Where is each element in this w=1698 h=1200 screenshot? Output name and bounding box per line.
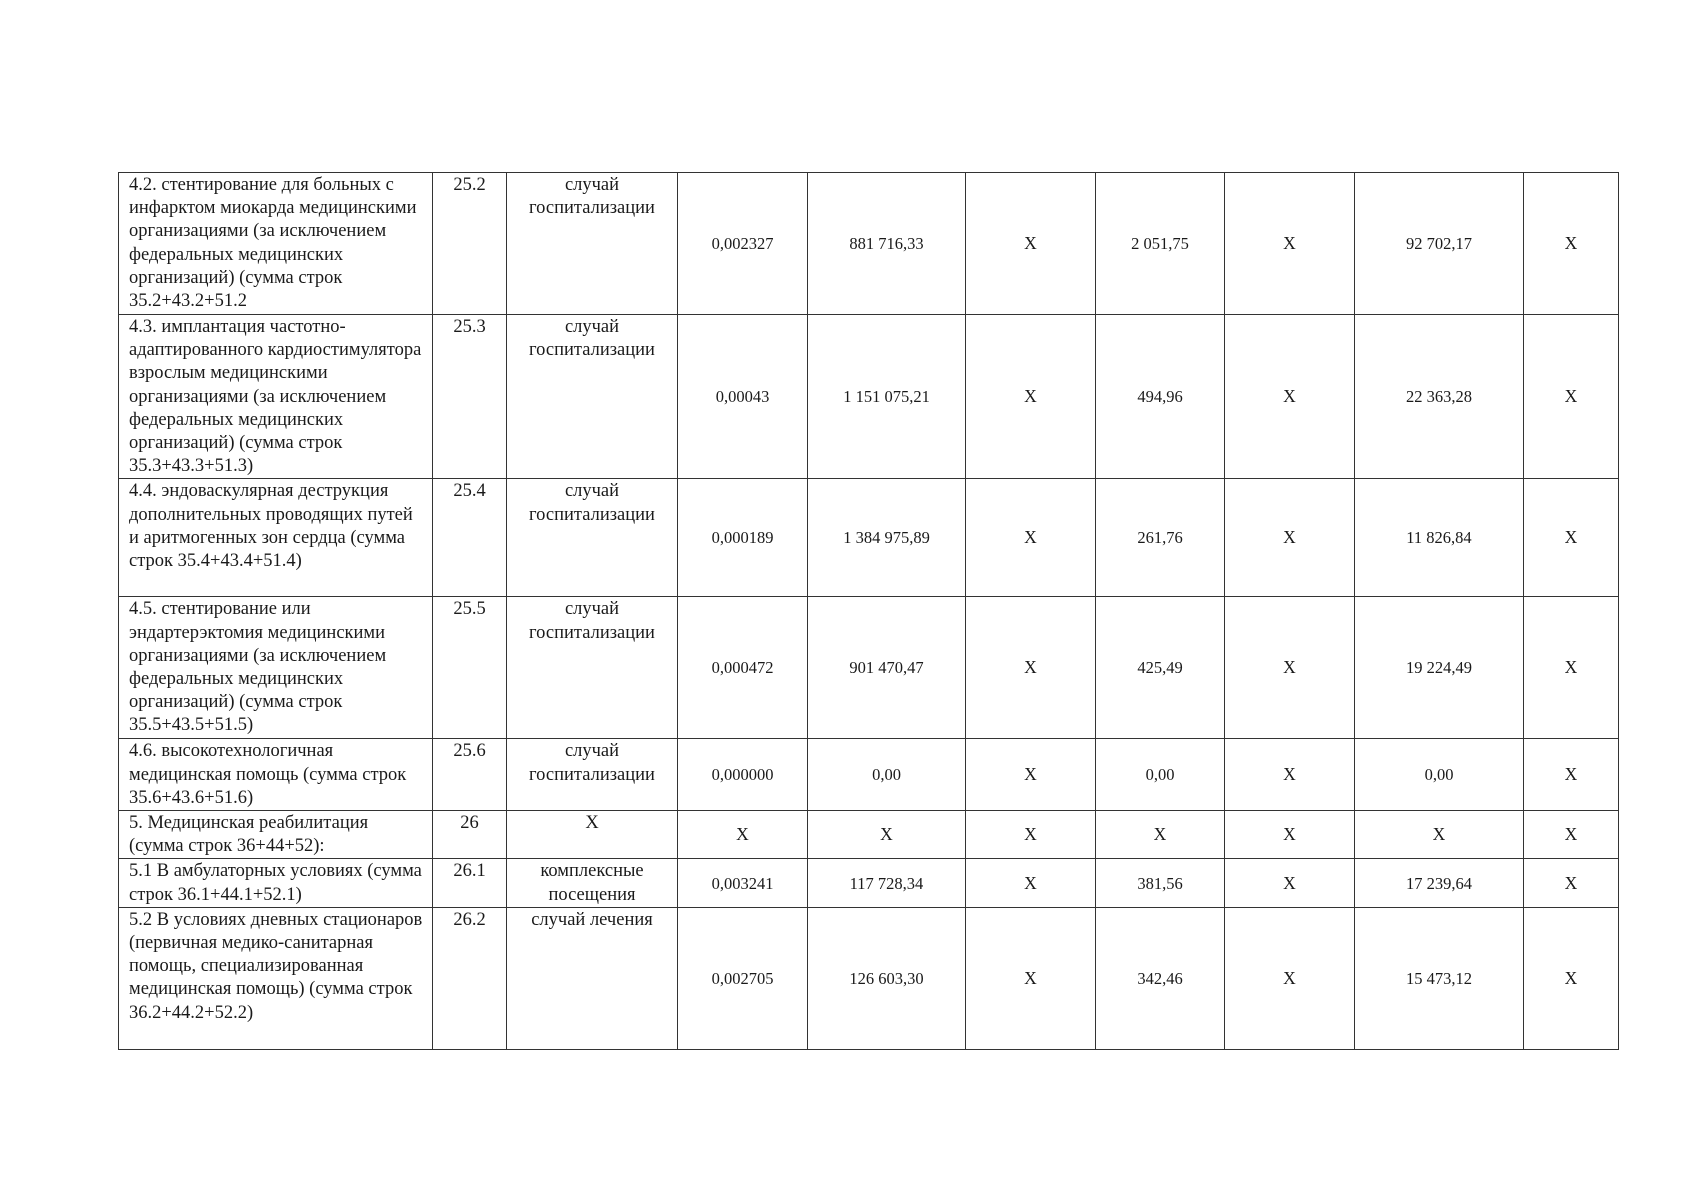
row-code-cell: 26	[433, 811, 507, 859]
cost-value-cell: 0,00	[808, 739, 966, 811]
value-cell: X	[1225, 173, 1355, 315]
value-cell: X	[966, 479, 1096, 597]
value-cell: X	[966, 315, 1096, 479]
row-name-cell: 5.2 В условиях дневных стационаров (первичная медико-санитарная помощь, специализированная медицинская помощь) (сумма строк 36.2+44.2+52.2)	[119, 907, 433, 1049]
norm-value-cell: 0,003241	[678, 859, 808, 907]
row-name-cell: 4.2. стентирование для больных с инфарктом миокарда медицинскими организациями (за исключением федеральных медицинских организаций) (сумма строк 35.2+43.2+51.2	[119, 173, 433, 315]
value-cell: X	[678, 811, 808, 859]
value-cell: X	[966, 859, 1096, 907]
cost-value-cell: 117 728,34	[808, 859, 966, 907]
row-code-cell: 25.5	[433, 597, 507, 739]
table-row	[119, 315, 1619, 479]
value-cell: X	[966, 173, 1096, 315]
value-cell: X	[1524, 173, 1619, 315]
value-cell: 92 702,17	[1355, 173, 1524, 315]
norm-value-cell: 0,000000	[678, 739, 808, 811]
cost-value-cell: 1 384 975,89	[808, 479, 966, 597]
value-cell: 342,46	[1096, 907, 1225, 1049]
norm-value-cell: 0,002327	[678, 173, 808, 315]
value-cell: 425,49	[1096, 597, 1225, 739]
value-cell: X	[966, 739, 1096, 811]
value-cell: 381,56	[1096, 859, 1225, 907]
row-name-cell: 5.1 В амбулаторных условиях (сумма строк 36.1+44.1+52.1)	[119, 859, 433, 907]
row-code-cell: 25.3	[433, 315, 507, 479]
row-name-cell: 4.5. стентирование или эндартерэктомия медицинскими организациями (за исключением федеральных медицинских организаций) (сумма строк 35.5+43.5+51.5)	[119, 597, 433, 739]
value-cell: X	[1225, 479, 1355, 597]
value-cell: X	[1225, 859, 1355, 907]
value-cell: 15 473,12	[1355, 907, 1524, 1049]
value-cell: X	[1524, 859, 1619, 907]
norm-value-cell: 0,00043	[678, 315, 808, 479]
value-cell: X	[1524, 739, 1619, 811]
value-cell: 494,96	[1096, 315, 1225, 479]
value-cell: X	[1225, 597, 1355, 739]
row-code-cell: 26.1	[433, 859, 507, 907]
row-code-cell: 25.6	[433, 739, 507, 811]
value-cell: X	[1524, 907, 1619, 1049]
value-cell: X	[1524, 315, 1619, 479]
value-cell: X	[966, 811, 1096, 859]
row-code-cell: 25.4	[433, 479, 507, 597]
row-unit-cell: случай госпитализации	[507, 315, 678, 479]
row-unit-cell: случай лечения	[507, 907, 678, 1049]
value-cell: X	[966, 597, 1096, 739]
row-name-cell: 4.6. высокотехнологичная медицинская помощь (сумма строк 35.6+43.6+51.6)	[119, 739, 433, 811]
table-row	[119, 739, 1619, 811]
table-row	[119, 859, 1619, 907]
table-row	[119, 811, 1619, 859]
value-cell: X	[1355, 811, 1524, 859]
norm-value-cell: 0,000472	[678, 597, 808, 739]
table-row	[119, 597, 1619, 739]
row-code-cell: 26.2	[433, 907, 507, 1049]
value-cell: X	[966, 907, 1096, 1049]
row-unit-cell: случай госпитализации	[507, 479, 678, 597]
table-row	[119, 907, 1619, 1049]
value-cell: X	[1524, 479, 1619, 597]
table-row	[119, 173, 1619, 315]
row-name-cell: 4.4. эндоваскулярная деструкция дополнительных проводящих путей и аритмогенных зон сердца (сумма строк 35.4+43.4+51.4)	[119, 479, 433, 597]
row-name-cell: 4.3. имплантация частотно-адаптированного кардиостимулятора взрослым медицинскими организациями (за исключением федеральных медицинских организаций) (сумма строк 35.3+43.3+51.3)	[119, 315, 433, 479]
value-cell: X	[1524, 811, 1619, 859]
value-cell: X	[1225, 811, 1355, 859]
value-cell: 11 826,84	[1355, 479, 1524, 597]
norm-value-cell: 0,000189	[678, 479, 808, 597]
value-cell: X	[1225, 907, 1355, 1049]
row-unit-cell: случай госпитализации	[507, 173, 678, 315]
value-cell: 2 051,75	[1096, 173, 1225, 315]
value-cell: 261,76	[1096, 479, 1225, 597]
row-name-cell: 5. Медицинская реабилитация (сумма строк 36+44+52):	[119, 811, 433, 859]
cost-value-cell: 126 603,30	[808, 907, 966, 1049]
row-code-cell: 25.2	[433, 173, 507, 315]
cost-value-cell: 881 716,33	[808, 173, 966, 315]
value-cell: 0,00	[1096, 739, 1225, 811]
data-table	[118, 172, 1619, 1050]
cost-value-cell: 1 151 075,21	[808, 315, 966, 479]
norm-value-cell: 0,002705	[678, 907, 808, 1049]
value-cell: 19 224,49	[1355, 597, 1524, 739]
row-unit-cell: X	[507, 811, 678, 859]
value-cell: X	[808, 811, 966, 859]
cost-value-cell: 901 470,47	[808, 597, 966, 739]
row-unit-cell: случай госпитализации	[507, 739, 678, 811]
value-cell: X	[1096, 811, 1225, 859]
row-unit-cell: комплексные посещения	[507, 859, 678, 907]
value-cell: X	[1524, 597, 1619, 739]
row-unit-cell: случай госпитализации	[507, 597, 678, 739]
value-cell: 0,00	[1355, 739, 1524, 811]
value-cell: 22 363,28	[1355, 315, 1524, 479]
value-cell: X	[1225, 739, 1355, 811]
table-row	[119, 479, 1619, 597]
value-cell: 17 239,64	[1355, 859, 1524, 907]
value-cell: X	[1225, 315, 1355, 479]
